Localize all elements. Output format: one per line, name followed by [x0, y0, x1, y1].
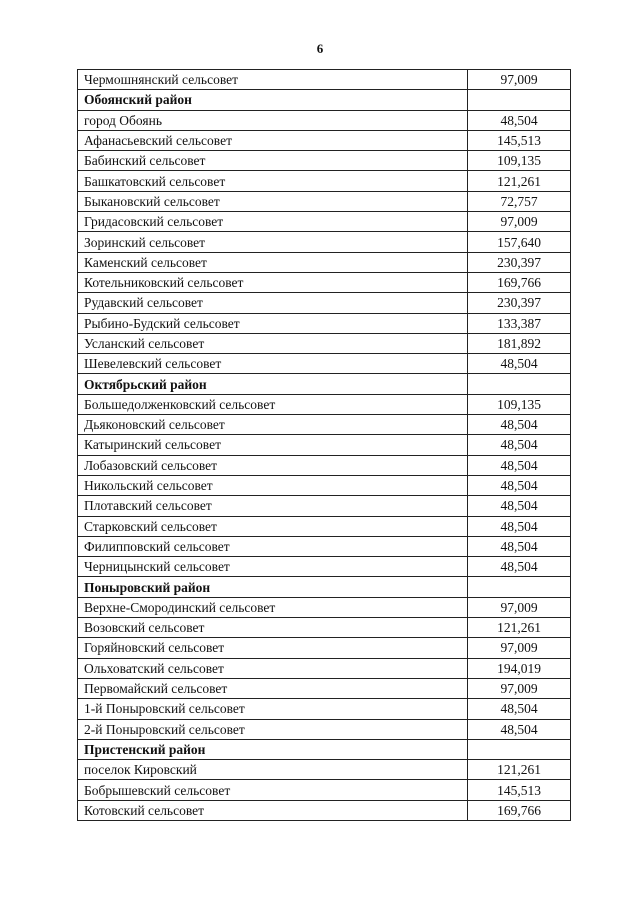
allocation-table	[77, 69, 571, 821]
allocation-value: 48,504	[468, 354, 571, 374]
municipality-name: 1-й Поныровский сельсовет	[78, 699, 468, 719]
allocation-value: 48,504	[468, 536, 571, 556]
municipality-name: Каменский сельсовет	[78, 252, 468, 272]
page-number: 6	[316, 41, 324, 56]
table-row	[78, 435, 571, 455]
allocation-value: 230,397	[468, 252, 571, 272]
table-row	[78, 638, 571, 658]
municipality-name: Старковский сельсовет	[78, 516, 468, 536]
municipality-name: Первомайский сельсовет	[78, 678, 468, 698]
table-row	[78, 130, 571, 150]
municipality-name: город Обоянь	[78, 110, 468, 130]
municipality-name: Никольский сельсовет	[78, 475, 468, 495]
municipality-name: Гридасовский сельсовет	[78, 212, 468, 232]
allocation-value: 133,387	[468, 313, 571, 333]
table-row	[78, 800, 571, 820]
municipality-name: поселок Кировский	[78, 760, 468, 780]
allocation-value: 97,009	[468, 597, 571, 617]
allocation-value: 145,513	[468, 130, 571, 150]
allocation-value: 48,504	[468, 496, 571, 516]
municipality-name: Зоринский сельсовет	[78, 232, 468, 252]
municipality-name: Бобрышевский сельсовет	[78, 780, 468, 800]
district-header-row	[78, 739, 571, 759]
allocation-value	[468, 739, 571, 759]
allocation-value: 48,504	[468, 110, 571, 130]
table-row	[78, 760, 571, 780]
allocation-value: 97,009	[468, 678, 571, 698]
municipality-name: Верхне-Смородинский сельсовет	[78, 597, 468, 617]
municipality-name: Быкановский сельсовет	[78, 191, 468, 211]
municipality-name: Рудавский сельсовет	[78, 293, 468, 313]
allocation-value: 97,009	[468, 212, 571, 232]
municipality-name: Шевелевский сельсовет	[78, 354, 468, 374]
table-row	[78, 678, 571, 698]
municipality-name: Горяйновский сельсовет	[78, 638, 468, 658]
allocation-value: 194,019	[468, 658, 571, 678]
table-row	[78, 394, 571, 414]
table-row	[78, 597, 571, 617]
allocation-value: 109,135	[468, 151, 571, 171]
table-row	[78, 780, 571, 800]
table-row	[78, 516, 571, 536]
table-row	[78, 293, 571, 313]
table-row	[78, 313, 571, 333]
table-row	[78, 272, 571, 292]
municipality-name: Усланский сельсовет	[78, 333, 468, 353]
municipality-name: Афанасьевский сельсовет	[78, 130, 468, 150]
district-header-row	[78, 90, 571, 110]
municipality-name: Возовский сельсовет	[78, 618, 468, 638]
allocation-value: 230,397	[468, 293, 571, 313]
table-row	[78, 171, 571, 191]
allocation-value	[468, 374, 571, 394]
district-name: Октябрьский район	[78, 374, 468, 394]
municipality-name: Котовский сельсовет	[78, 800, 468, 820]
district-header-row	[78, 374, 571, 394]
allocation-value: 109,135	[468, 394, 571, 414]
table-row	[78, 618, 571, 638]
allocation-value: 97,009	[468, 638, 571, 658]
table-row	[78, 232, 571, 252]
municipality-name: Большедолженковский сельсовет	[78, 394, 468, 414]
table-body	[78, 70, 571, 821]
district-name: Поныровский район	[78, 577, 468, 597]
municipality-name: Лобазовский сельсовет	[78, 455, 468, 475]
allocation-value: 48,504	[468, 415, 571, 435]
district-name: Обоянский район	[78, 90, 468, 110]
municipality-name: Котельниковский сельсовет	[78, 272, 468, 292]
table-row	[78, 719, 571, 739]
table-row	[78, 496, 571, 516]
municipality-name: Черницынский сельсовет	[78, 557, 468, 577]
municipality-name: Плотавский сельсовет	[78, 496, 468, 516]
municipality-name: Ольховатский сельсовет	[78, 658, 468, 678]
municipality-name: Чермошнянский сельсовет	[78, 70, 468, 90]
table-row	[78, 70, 571, 90]
table-row	[78, 252, 571, 272]
municipality-name: Катыринский сельсовет	[78, 435, 468, 455]
allocation-value: 97,009	[468, 70, 571, 90]
allocation-value: 121,261	[468, 171, 571, 191]
municipality-name: Рыбино-Будский сельсовет	[78, 313, 468, 333]
allocation-value: 72,757	[468, 191, 571, 211]
district-header-row	[78, 577, 571, 597]
table-row	[78, 212, 571, 232]
allocation-value: 145,513	[468, 780, 571, 800]
allocation-value: 48,504	[468, 516, 571, 536]
allocation-value: 48,504	[468, 475, 571, 495]
table-row	[78, 415, 571, 435]
table-row	[78, 536, 571, 556]
allocation-value: 48,504	[468, 435, 571, 455]
allocation-value: 121,261	[468, 618, 571, 638]
table-row	[78, 455, 571, 475]
table-row	[78, 151, 571, 171]
table-row	[78, 557, 571, 577]
allocation-value: 157,640	[468, 232, 571, 252]
district-name: Пристенский район	[78, 739, 468, 759]
municipality-name: 2-й Поныровский сельсовет	[78, 719, 468, 739]
allocation-value: 121,261	[468, 760, 571, 780]
allocation-value: 48,504	[468, 557, 571, 577]
allocation-value: 48,504	[468, 455, 571, 475]
table-row	[78, 110, 571, 130]
allocation-value	[468, 90, 571, 110]
municipality-name: Бабинский сельсовет	[78, 151, 468, 171]
allocation-value: 48,504	[468, 719, 571, 739]
municipality-name: Дьяконовский сельсовет	[78, 415, 468, 435]
allocation-value	[468, 577, 571, 597]
municipality-name: Башкатовский сельсовет	[78, 171, 468, 191]
allocation-value: 181,892	[468, 333, 571, 353]
allocation-value: 48,504	[468, 699, 571, 719]
allocation-value: 169,766	[468, 800, 571, 820]
allocation-value: 169,766	[468, 272, 571, 292]
table-row	[78, 191, 571, 211]
table-row	[78, 333, 571, 353]
table-row	[78, 658, 571, 678]
table-row	[78, 699, 571, 719]
table-row	[78, 354, 571, 374]
municipality-name: Филипповский сельсовет	[78, 536, 468, 556]
table-row	[78, 475, 571, 495]
